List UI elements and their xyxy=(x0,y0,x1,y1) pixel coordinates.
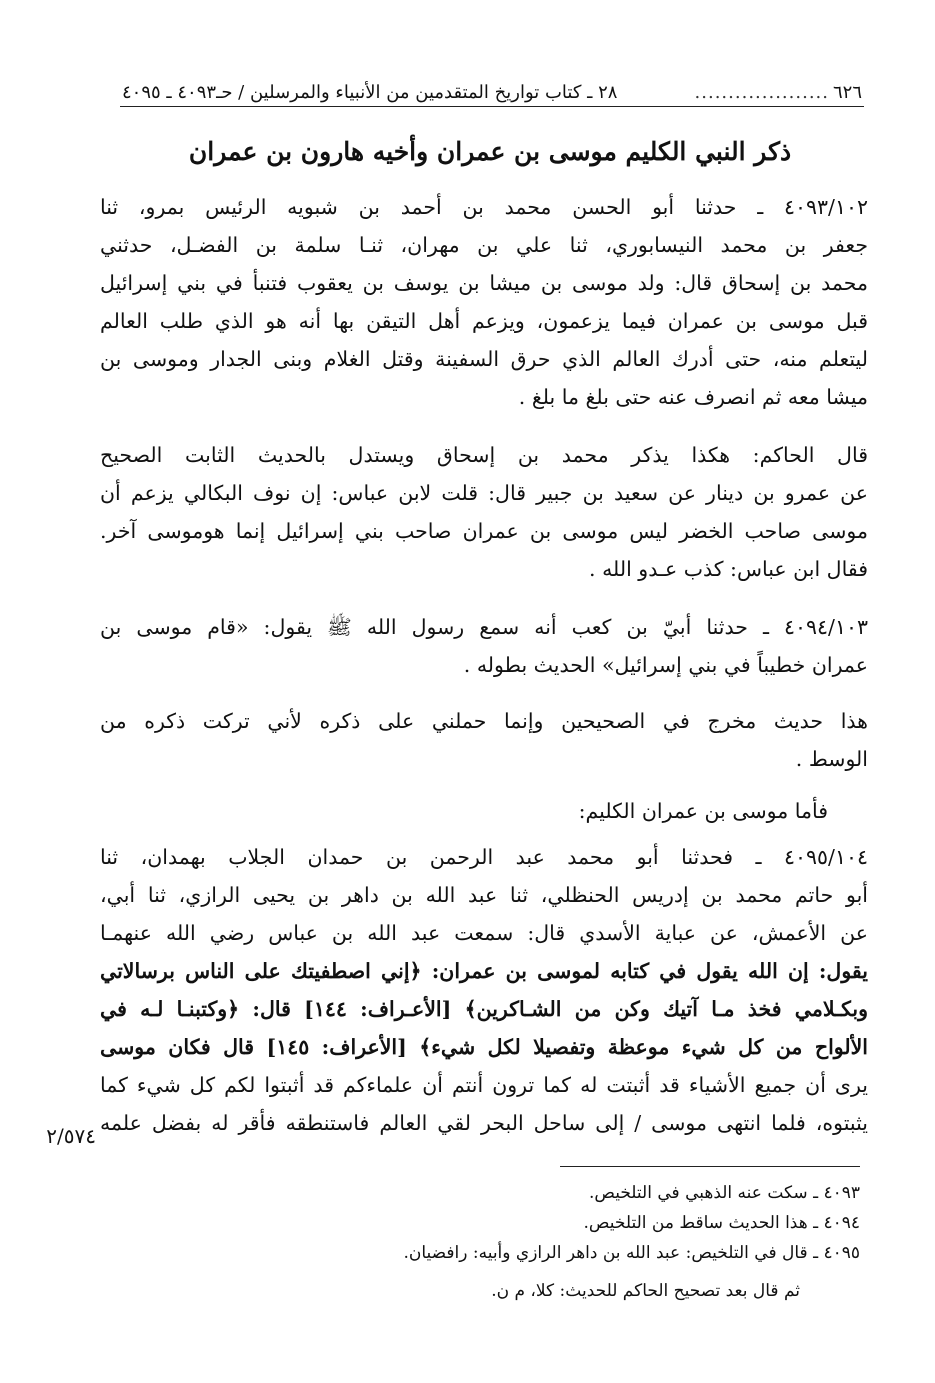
text-line-quran: يقول: إن الله يقول في كتابه لموسى بن عمران: ﴿إني اصطفيتك على الناس برسالاتي xyxy=(100,959,868,983)
footnote: ثم قال بعد تصحيح الحاكم للحديث: كلا، م ن. xyxy=(491,1281,800,1301)
text-line: هذا حديث مخرج في الصحيحين وإنما حملني على ذكره لأني تركت ذكره من xyxy=(100,709,868,733)
text-line-quran: وبكـلامي فخذ مـا آتيك وكن من الشـاكرين﴾ [الأعـراف: ١٤٤] قال: ﴿وكتبنـا لـه في xyxy=(100,997,869,1021)
header-leader-dots: .................... xyxy=(694,82,829,103)
text-line: عمران خطيباً في بني إسرائيل» الحديث بطوله . xyxy=(463,653,868,677)
text-line: محمد بن إسحاق قال: ولد موسى بن ميشا بن يوسف بن يعقوب فتنبأ في بني إسرائيل xyxy=(100,271,868,295)
footnote-rule xyxy=(560,1166,860,1167)
text-line: عن الأعمش، عن عباية الأسدي قال: سمعت عبد الله بن عباس رضي الله عنهمـا xyxy=(100,921,868,945)
text-line: يرى أن جميع الأشياء قد أثبتت له كما ترون أنتم أن علماءكم قد أثبتوا لكم كل شيء كما xyxy=(100,1073,868,1097)
text-line: ليتعلم منه، حتى أدرك العالم الذي حرق السفينة وقتل الغلام وبنى الجدار وموسى بن xyxy=(100,347,868,371)
page-number: ٦٢٦ xyxy=(832,82,862,103)
footnote: ٤٠٩٣ ـ سكت عنه الذهبي في التلخيص. xyxy=(588,1183,860,1203)
text-line: قبل موسى بن عمران فيما يزعمون، ويزعم أهل التيقن بها أنه هو الذي طلب العالم xyxy=(100,309,868,333)
text-line: ٤٠٩٣/١٠٢ ـ حدثنا أبو الحسن محمد بن أحمد بن شبويه الرئيس بمرو، ثنا xyxy=(100,195,868,219)
text-line: ميشا معه ثم انصرف عنه حتى بلغ ما بلغ . xyxy=(518,385,868,409)
text-line: فأما موسى بن عمران الكليم: xyxy=(578,799,828,823)
running-header xyxy=(122,80,862,106)
text-line: فقال ابن عباس: كذب عـدو الله . xyxy=(589,557,868,581)
header-rule xyxy=(120,106,864,107)
running-title: ٢٨ ـ كتاب تواريخ المتقدمين من الأنبياء والمرسلين / حـ٤٠٩٣ ـ ٤٠٩٥ xyxy=(122,82,618,103)
text-line: موسى صاحب الخضر ليس موسى بن عمران صاحب بني إسرائيل إنما هوموسى آخر. xyxy=(100,519,868,543)
manuscript-margin-reference: ٢/٥٧٤ xyxy=(46,1124,96,1148)
footnote: ٤٠٩٥ ـ قال في التلخيص: عبد الله بن داهر الرازي وأبيه: رافضيان. xyxy=(403,1243,860,1263)
footnote: ٤٠٩٤ ـ هذا الحديث ساقط من التلخيص. xyxy=(583,1213,860,1233)
text-line: ٤٠٩٥/١٠٤ ـ فحدثنا أبو محمد عبد الرحمن بن حمدان الجلاب بهمدان، ثنا xyxy=(100,845,868,869)
text-line: جعفر بن محمد النيسابوري، ثنا علي بن مهران، ثنـا سلمة بن الفضـل، حدثني xyxy=(100,233,868,257)
text-line: ٤٠٩٤/١٠٣ ـ حدثنا أبيّ بن كعب أنه سمع رسول الله ﷺ يقول: «قام موسى بن xyxy=(100,615,868,639)
text-line: قال الحاكم: هكذا يذكر محمد بن إسحاق ويستدل بالحديث الثابت الصحيح xyxy=(100,443,868,467)
text-line: عن عمرو بن دينار عن سعيد بن جبير قال: قلت لابن عباس: إن نوف البكالي يزعم أن xyxy=(100,481,868,505)
section-title: ذكر النبي الكليم موسى بن عمران وأخيه هارون بن عمران xyxy=(188,137,792,166)
text-line: يثبتوه، فلما انتهى موسى / إلى ساحل البحر لقي العالم فاستنطقه فأقر له بفضل علمه xyxy=(100,1111,868,1135)
text-line: الوسط . xyxy=(795,747,868,771)
text-line: أبو حاتم محمد بن إدريس الحنظلي، ثنا عبد الله بن داهر بن يحيى الرازي، ثنا أبي، xyxy=(100,883,868,907)
text-line-quran: الألواح من كل شيء موعظة وتفصيلا لكل شيء﴾ [الأعراف: ١٤٥] قال فكان موسى xyxy=(100,1035,868,1059)
